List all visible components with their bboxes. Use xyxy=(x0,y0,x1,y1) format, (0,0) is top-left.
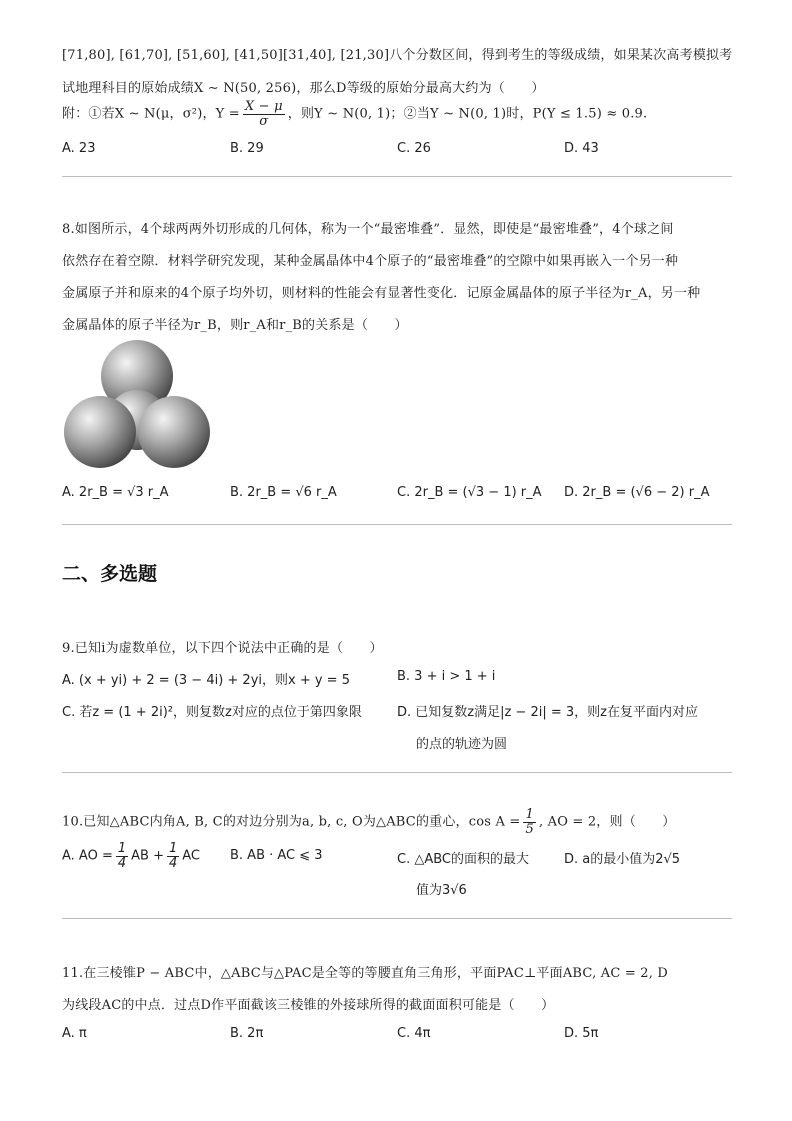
q10-option-a-fraction-1 xyxy=(116,842,128,870)
q7-option-a[interactable]: A. 23 xyxy=(62,141,96,156)
q10-option-c[interactable]: C. △ABC的面积的最大 xyxy=(397,852,529,867)
q10-stem-fraction xyxy=(523,808,535,836)
four-spheres-figure xyxy=(60,338,214,468)
q11-option-a[interactable]: A. π xyxy=(62,1026,87,1041)
right-sphere xyxy=(138,396,210,468)
q7-appendix xyxy=(62,100,647,128)
fraction-denominator: 4 xyxy=(168,855,178,871)
q8-option-a[interactable]: A. 2r_B = √3 r_A xyxy=(62,485,169,500)
q7-appendix-fraction xyxy=(243,100,285,128)
q11-option-d[interactable]: D. 5π xyxy=(564,1026,599,1041)
q8-stem-line-1: 8.如图所示，4个球两两外切形成的几何体，称为一个“最密堆叠”．显然，即使是“最密堆叠”，4个球之间 xyxy=(62,222,674,237)
q11-option-c[interactable]: C. 4π xyxy=(397,1026,431,1041)
q10-frac-numerator: 1 xyxy=(525,807,534,822)
divider xyxy=(62,524,732,525)
q9-option-d[interactable]: D. 已知复数z满足|z − 2i| = 3，则z在复平面内对应 xyxy=(397,705,698,720)
q7-frac-denominator: σ xyxy=(259,113,269,129)
q9-option-a[interactable]: A. (x + yi) + 2 = (3 − 4i) + 2yi，则x + y = 5 xyxy=(62,673,350,688)
section-title: 二、多选题 xyxy=(62,563,158,585)
q8-option-d[interactable]: D. 2r_B = (√6 − 2) r_A xyxy=(564,485,710,500)
q7-option-c[interactable]: C. 26 xyxy=(397,141,431,156)
q10-option-a[interactable] xyxy=(62,842,200,870)
fraction-numerator: 1 xyxy=(168,841,178,856)
q8-stem-line-3: 金属原子并和原来的4个原子均外切，则材料的性能会有显著性变化．记原金属晶体的原子半径为r_A，另一种 xyxy=(62,286,701,301)
q9-stem: 9.已知i为虚数单位，以下四个说法中正确的是（ ） xyxy=(62,641,383,656)
q9-option-b[interactable]: B. 3 + i > 1 + i xyxy=(397,669,496,684)
q7-option-d[interactable]: D. 43 xyxy=(564,141,599,156)
q11-stem-line-1: 11.在三棱锥P − ABC中，△ABC与△PAC是全等的等腰直角三角形，平面PAC⊥平面ABC, AC = 2, D xyxy=(62,966,669,981)
left-sphere xyxy=(64,396,136,468)
fraction-denominator: 4 xyxy=(117,855,127,871)
q10-option-a-mid: AB + xyxy=(131,848,164,864)
q7-appendix-suffix: ，则Y ∼ N(0, 1)；②当Y ∼ N(0, 1)时，P(Y ≤ 1.5) ≈ 0.9. xyxy=(287,106,648,122)
q7-option-b[interactable]: B. 29 xyxy=(230,141,264,156)
q10-stem xyxy=(62,808,676,836)
q7-stem-line-2: 试地理科目的原始成绩X ∼ N(50, 256)，那么D等级的原始分最高大约为（ ） xyxy=(62,81,545,96)
q10-option-d[interactable]: D. a的最小值为2√5 xyxy=(564,852,681,867)
q9-option-d-continued: 的点的轨迹为圆 xyxy=(416,737,508,752)
q10-option-a-suffix: AC xyxy=(182,848,201,864)
q10-stem-prefix: 10.已知△ABC内角A, B, C的对边分别为a, b, c, O为△ABC的重心，cos A = xyxy=(62,814,521,830)
q7-frac-numerator: X − μ xyxy=(244,99,283,114)
q10-stem-suffix: , AO = 2，则（ ） xyxy=(538,814,676,830)
q7-stem-line-1: [71,80], [61,70], [51,60], [41,50][31,40], [21,30]八个分数区间，得到考生的等级成绩，如果某次高考模拟考 xyxy=(62,48,733,63)
q11-stem-line-2: 为线段AC的中点．过点D作平面截该三棱锥的外接球所得的截面面积可能是（ ） xyxy=(62,998,555,1013)
q10-frac-denominator: 5 xyxy=(525,821,534,837)
divider xyxy=(62,772,732,773)
q8-stem-line-2: 依然存在着空隙．材料学研究发现，某种金属晶体中4个原子的“最密堆叠”的空隙中如果再嵌入一个另一种 xyxy=(62,254,679,269)
q11-option-b[interactable]: B. 2π xyxy=(230,1026,264,1041)
q8-option-b[interactable]: B. 2r_B = √6 r_A xyxy=(230,485,337,500)
fraction-numerator: 1 xyxy=(117,841,127,856)
q9-option-c[interactable]: C. 若z = (1 + 2i)²，则复数z对应的点位于第四象限 xyxy=(62,705,362,720)
q8-option-c[interactable]: C. 2r_B = (√3 − 1) r_A xyxy=(397,485,542,500)
divider xyxy=(62,918,732,919)
q10-option-a-fraction-2 xyxy=(167,842,179,870)
q7-appendix-prefix: 附：①若X ∼ N(μ，σ²)，Y = xyxy=(62,106,240,122)
divider xyxy=(62,176,732,177)
q10-option-c-continued: 值为3√6 xyxy=(416,883,467,898)
q10-option-a-prefix: A. AO = xyxy=(62,848,113,864)
q10-option-b[interactable]: B. AB · AC ⩽ 3 xyxy=(230,848,323,863)
q8-stem-line-4: 金属晶体的原子半径为r_B，则r_A和r_B的关系是（ ） xyxy=(62,318,408,333)
